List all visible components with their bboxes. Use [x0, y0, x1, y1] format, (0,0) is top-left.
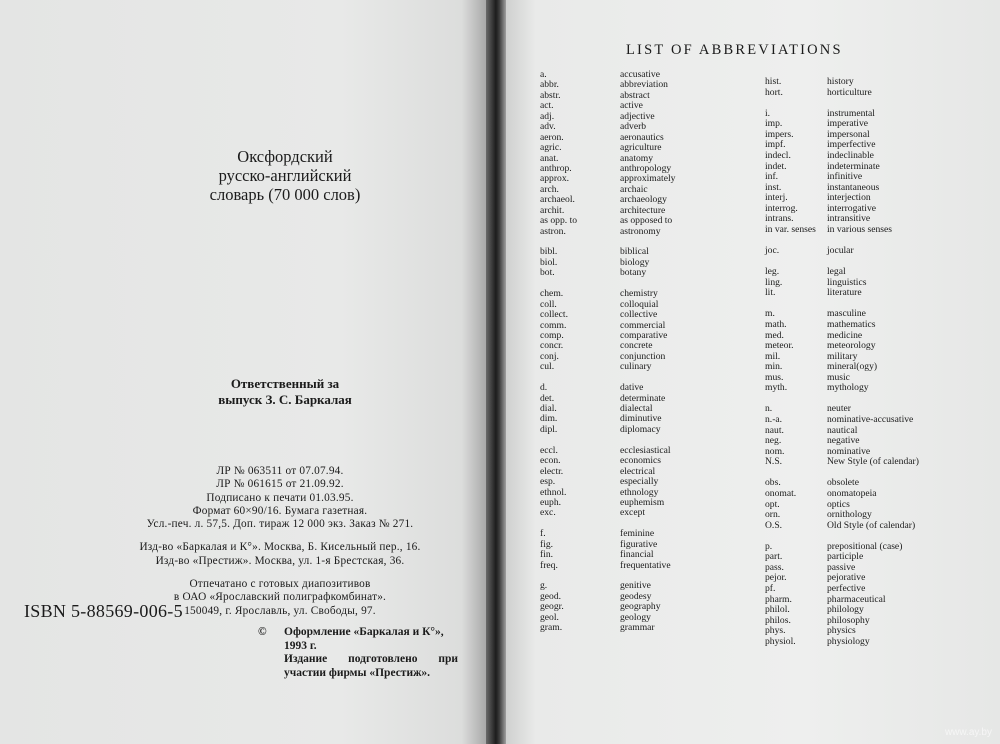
abbreviation-meaning: diplomacy	[620, 423, 661, 435]
abbreviation-meaning: mathematics	[827, 318, 876, 330]
abbreviation-meaning: culinary	[620, 361, 652, 373]
abbreviation-meaning: biology	[620, 256, 650, 268]
abbreviation-meaning: participle	[827, 551, 864, 563]
abbreviation-meaning: legal	[827, 266, 846, 278]
abbreviation-meaning: chemistry	[620, 288, 658, 300]
abbreviation: pf.	[765, 583, 776, 594]
abbreviation: inst.	[765, 181, 782, 193]
abbreviation: bot.	[540, 267, 555, 279]
abbreviation: N.S.	[765, 456, 783, 468]
abbreviation: geogr.	[540, 601, 564, 613]
abbreviation-meaning: indeterminate	[827, 160, 880, 172]
abbreviation: n.	[765, 403, 773, 415]
abbreviation: comm.	[540, 319, 567, 331]
abbreviation: impf.	[765, 139, 786, 151]
printer-line: в ОАО «Ярославский полиграфкомбинат».	[173, 591, 387, 604]
abbreviation: geod.	[540, 590, 562, 602]
abbreviation-meaning: dative	[620, 382, 644, 394]
responsible-editor	[160, 376, 410, 408]
abbreviation-meaning: nautical	[827, 424, 858, 436]
abbreviation-meaning: comparative	[620, 329, 668, 341]
abbreviation: chem.	[540, 288, 564, 300]
abbreviation: O.S.	[765, 519, 783, 531]
printer-line: 150049, г. Ярославль, ул. Свободы, 97.	[184, 604, 376, 617]
abbreviation-meaning: ethnology	[620, 486, 659, 498]
abbreviation-meaning: medicine	[827, 329, 863, 341]
abbreviation: econ.	[540, 455, 561, 467]
copyright-line: Оформление «Баркалая и К°»,	[284, 626, 444, 638]
abbreviation-meaning: geology	[620, 611, 651, 623]
abbreviation-meaning: interrogative	[827, 202, 877, 214]
abbreviation-meaning: onomatopeia	[827, 487, 877, 499]
abbreviation-meaning: abbreviation	[620, 79, 668, 91]
abbreviations-title: LIST OF ABBREVIATIONS	[626, 42, 843, 58]
abbreviation-meaning: physics	[827, 625, 856, 637]
abbreviation-meaning: music	[827, 371, 850, 383]
abbreviation-meaning: accusative	[620, 69, 660, 80]
abbreviation: euph.	[540, 496, 562, 508]
abbreviation: comp.	[540, 329, 564, 341]
abbreviation-meaning: intransitive	[827, 213, 871, 225]
abbreviation-meaning: ornithology	[827, 509, 872, 521]
abbreviation-meaning: approximately	[620, 173, 676, 185]
publisher-line: Изд-во «Престиж». Москва, ул. 1-я Брестская, 36.	[155, 554, 405, 567]
abbreviation-meaning: except	[620, 507, 646, 519]
abbreviation: inf.	[765, 171, 779, 183]
abbreviation-meaning: passive	[827, 561, 856, 573]
abbreviation-meaning: adjective	[620, 110, 655, 122]
abbreviation-meaning: indeclinable	[827, 149, 874, 161]
abbreviation: orn.	[765, 509, 781, 521]
abbreviation: coll.	[540, 298, 557, 310]
abbreviation-meaning: archaic	[620, 183, 648, 195]
abbreviation: nom.	[765, 445, 785, 457]
abbreviation-meaning: infinitive	[827, 171, 863, 183]
abbreviation-meaning: New Style (of calendar)	[827, 456, 919, 468]
abbreviation-meaning: colloquial	[620, 298, 659, 310]
abbreviation: n.-a.	[765, 414, 783, 425]
abbreviation: phys.	[765, 625, 786, 637]
abbreviation-meaning: instantaneous	[827, 181, 880, 193]
abbreviation: astron.	[540, 225, 566, 237]
book-gutter	[486, 0, 508, 744]
abbreviation: arch.	[540, 183, 559, 195]
abbreviation: imp.	[765, 118, 783, 130]
abbreviation-meaning: horticulture	[827, 86, 872, 98]
abbreviation-meaning: abstract	[620, 89, 650, 101]
abbreviation: anthrop.	[540, 162, 572, 174]
abbreviation-meaning: perfective	[827, 583, 866, 594]
abbreviation: neg.	[765, 435, 782, 447]
abbreviation-meaning: neuter	[827, 403, 851, 415]
abbreviation: anat.	[540, 152, 559, 164]
abbreviation-meaning: pharmaceutical	[827, 593, 886, 605]
publisher-line: Изд-во «Баркалая и К°». Москва, Б. Кисельный пер., 16.	[139, 541, 421, 554]
abbreviation: pharm.	[765, 593, 792, 605]
abbreviation: collect.	[540, 309, 568, 321]
abbreviation-meaning: in various senses	[827, 223, 893, 235]
abbreviation-meaning: literature	[827, 287, 862, 299]
abbreviation: p.	[765, 540, 773, 552]
abbreviation: indecl.	[765, 149, 791, 161]
abbreviation: g.	[540, 580, 548, 592]
abbreviation: dial.	[540, 403, 557, 414]
abbreviation: leg.	[765, 266, 780, 278]
abbreviation-meaning: optics	[827, 498, 850, 510]
abbreviation-meaning: physiology	[827, 635, 870, 647]
abbreviation: obs.	[765, 477, 781, 489]
abbreviation: electr.	[540, 465, 564, 477]
copyright-line: Издание подготовлено при участии фирмы «Престиж».	[284, 653, 458, 679]
abbreviation: bibl.	[540, 246, 558, 258]
abbreviation: ethnol.	[540, 486, 567, 498]
abbreviation-meaning: nominative-accusative	[827, 414, 914, 425]
abbreviation-meaning: diminutive	[620, 413, 662, 425]
abbreviation: freq.	[540, 559, 558, 571]
abbreviation: concr.	[540, 340, 564, 352]
abbreviation-meaning: architecture	[620, 204, 666, 216]
abbreviation-meaning: philosophy	[827, 614, 870, 626]
right-page	[506, 0, 1000, 744]
abbreviation-meaning: frequentative	[620, 559, 671, 571]
abbreviation: lit.	[765, 287, 776, 299]
abbreviation-meaning: conjunction	[620, 350, 666, 362]
abbreviation-meaning: negative	[827, 435, 860, 447]
abbreviation-meaning: prepositional (case)	[827, 540, 903, 552]
imprint-line: ЛР № 061615 от 21.09.92.	[216, 478, 344, 491]
title-line: словарь (70 000 слов)	[209, 185, 361, 204]
abbreviation: interrog.	[765, 202, 798, 214]
abbreviation-meaning: as opposed to	[620, 215, 673, 227]
abbreviation: indet.	[765, 160, 787, 172]
abbreviation: mus.	[765, 371, 784, 383]
abbreviation-meaning: ecclesiastical	[620, 444, 671, 456]
responsible-line: выпуск З. С. Баркалая	[218, 392, 352, 407]
abbreviation-meaning: impersonal	[827, 128, 870, 140]
book-title	[160, 147, 410, 204]
abbreviation: philol.	[765, 604, 790, 616]
abbreviation-meaning: concrete	[620, 340, 653, 352]
abbreviation: approx.	[540, 173, 570, 185]
abbreviation-meaning: euphemism	[620, 496, 665, 508]
isbn: ISBN 5-88569-006-5	[24, 601, 183, 621]
abbreviation-meaning: history	[827, 76, 854, 87]
abbreviation: min.	[765, 361, 783, 373]
abbreviation-meaning: figurative	[620, 538, 658, 550]
imprint	[60, 465, 500, 618]
abbreviation-meaning: imperfective	[827, 139, 876, 151]
abbreviation: esp.	[540, 476, 556, 488]
abbreviation-meaning: astronomy	[620, 225, 661, 237]
abbreviation-meaning: geodesy	[620, 590, 652, 602]
abbreviation-meaning: philology	[827, 604, 864, 616]
abbreviation-meaning: commercial	[620, 319, 666, 331]
imprint-line: Формат 60×90/16. Бумага газетная.	[192, 504, 368, 517]
abbreviation-meaning: Old Style (of calendar)	[827, 519, 916, 531]
abbreviation-meaning: agriculture	[620, 142, 662, 154]
abbreviation-meaning: linguistics	[827, 276, 867, 288]
abbreviation: meteor.	[765, 340, 794, 352]
abbreviation: math.	[765, 318, 787, 330]
abbreviation: fig.	[540, 538, 554, 550]
abbreviation-meaning: jocular	[827, 245, 854, 256]
abbreviation-meaning: obsolete	[827, 477, 859, 489]
abbreviation-meaning: feminine	[620, 528, 655, 540]
abbreviation: conj.	[540, 350, 559, 362]
abbreviation: exc.	[540, 507, 556, 519]
abbreviation: opt.	[765, 498, 780, 510]
abbreviation-meaning: masculine	[827, 308, 866, 320]
abbreviation-meaning: genitive	[620, 580, 651, 592]
abbreviation-meaning: anatomy	[620, 152, 654, 164]
abbreviation: agric.	[540, 142, 562, 154]
abbreviation: f.	[540, 528, 546, 540]
abbreviation: in var. senses	[765, 223, 816, 235]
copyright-block	[258, 626, 458, 680]
abbreviation: joc.	[765, 245, 780, 256]
abbreviation-meaning: instrumental	[827, 107, 875, 119]
abbreviation: eccl.	[540, 444, 558, 456]
abbreviation: cul.	[540, 361, 555, 373]
abbreviation: abbr.	[540, 79, 559, 91]
abbreviation: biol.	[540, 256, 558, 268]
abbreviation: dipl.	[540, 423, 558, 435]
responsible-line: Ответственный за	[230, 376, 340, 391]
abbreviation: interj.	[765, 192, 788, 204]
abbreviation: onomat.	[765, 487, 797, 499]
abbreviation: archaeol.	[540, 194, 575, 206]
abbreviation: det.	[540, 392, 555, 404]
title-line: русско-английский	[218, 166, 352, 185]
abbreviation-meaning: adverb	[620, 121, 647, 133]
abbreviation: myth.	[765, 382, 788, 394]
printer-line: Отпечатано с готовых диапозитивов	[189, 578, 371, 591]
abbreviation-meaning: determinate	[620, 392, 666, 404]
abbreviation: hist.	[765, 76, 782, 87]
abbreviation: archit.	[540, 204, 565, 216]
abbreviation-meaning: economics	[620, 455, 662, 467]
abbreviation: pass.	[765, 561, 784, 573]
abbreviation-meaning: grammar	[620, 622, 655, 634]
abbreviation: impers.	[765, 128, 794, 140]
abbreviation: intrans.	[765, 213, 794, 225]
abbreviation: d.	[540, 382, 548, 394]
abbreviation: part.	[765, 551, 783, 563]
imprint-line: Усл.-печ. л. 57,5. Доп. тираж 12 000 экз. Заказ № 271.	[146, 518, 414, 531]
imprint-line: ЛР № 063511 от 07.07.94.	[216, 465, 344, 477]
abbreviation: act.	[540, 100, 554, 112]
abbreviation: hort.	[765, 86, 783, 98]
abbreviation-meaning: nominative	[827, 445, 871, 457]
abbreviation: m.	[765, 308, 775, 320]
abbreviation-meaning: archaeology	[620, 194, 667, 206]
abbreviation: aeron.	[540, 131, 564, 143]
abbreviation-meaning: biblical	[620, 246, 649, 258]
abbreviation: geol.	[540, 611, 559, 623]
abbreviation-meaning: military	[827, 350, 858, 362]
abbreviation-meaning: dialectal	[620, 403, 653, 414]
abbreviation: pejor.	[765, 572, 787, 584]
abbreviation: mil.	[765, 350, 781, 362]
abbreviation: i.	[765, 107, 771, 119]
title-line: Оксфордский	[237, 147, 333, 166]
abbreviation: med.	[765, 329, 784, 341]
abbreviation-meaning: imperative	[827, 118, 869, 130]
abbreviation-meaning: mythology	[827, 382, 869, 394]
abbreviation: as opp. to	[540, 215, 578, 227]
abbreviation: adj.	[540, 110, 555, 122]
abbreviation: fin.	[540, 549, 554, 561]
abbreviation: dim.	[540, 413, 558, 425]
copyright-icon: ©	[258, 626, 267, 638]
abbreviation-meaning: aeronautics	[620, 131, 664, 143]
abbreviation-meaning: interjection	[827, 192, 871, 204]
abbreviation-meaning: pejorative	[827, 572, 866, 584]
abbreviation-meaning: financial	[620, 549, 654, 561]
abbreviation-meaning: geography	[620, 601, 661, 613]
abbreviation: a.	[540, 69, 547, 80]
abbreviation-meaning: meteorology	[827, 340, 876, 352]
abbreviation: physiol.	[765, 635, 796, 647]
abbreviation-meaning: botany	[620, 267, 647, 279]
abbreviation: abstr.	[540, 89, 561, 101]
abbreviation: adv.	[540, 121, 556, 133]
imprint-line: Подписано к печати 01.03.95.	[206, 491, 354, 504]
abbreviation: gram.	[540, 622, 563, 634]
abbreviation-meaning: collective	[620, 309, 658, 321]
abbreviation: naut.	[765, 424, 784, 436]
abbreviation-meaning: active	[620, 100, 643, 112]
abbreviation: ling.	[765, 276, 783, 288]
abbreviation-meaning: mineral(ogy)	[827, 361, 878, 373]
copyright-line: 1993 г.	[284, 639, 317, 652]
abbreviation-meaning: especially	[620, 476, 659, 488]
abbreviation: philos.	[765, 614, 791, 626]
abbreviation-meaning: anthropology	[620, 162, 672, 174]
watermark: www.ay.by	[944, 727, 992, 738]
abbreviation-meaning: electrical	[620, 465, 656, 477]
